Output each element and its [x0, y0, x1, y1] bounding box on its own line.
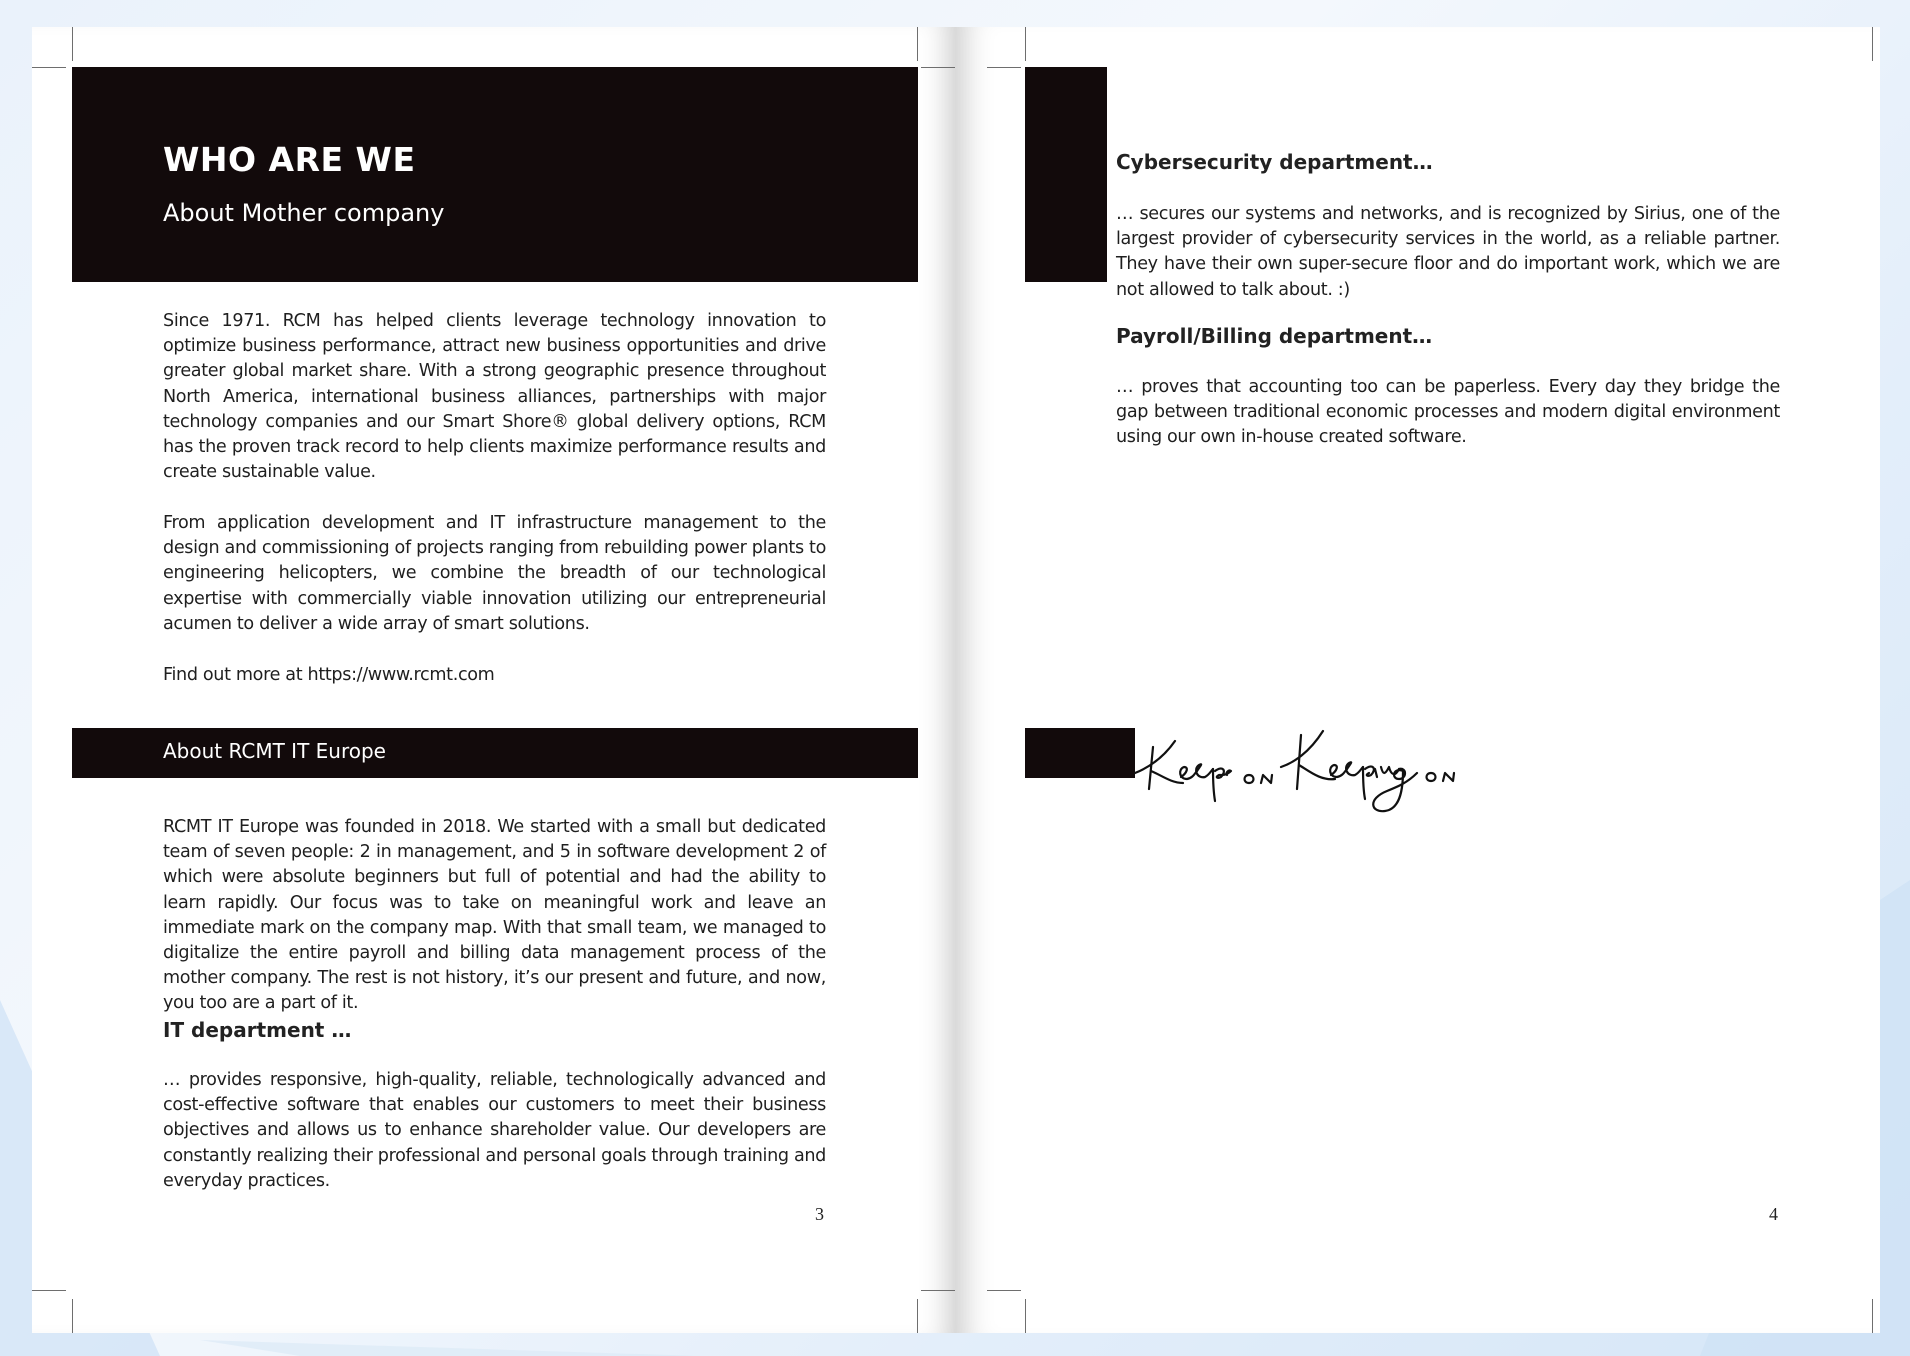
- booklet-spread: [32, 27, 1880, 1333]
- crop-mark: [917, 1299, 918, 1333]
- signature-image: [1131, 717, 1531, 837]
- crop-mark: [987, 1290, 1021, 1291]
- payroll-text: … proves that accounting too can be paperless. Every day they bridge the gap between traditional economic processes and modern digital environment using our own in-house created software.: [1116, 377, 1780, 448]
- header-band-stub: [1025, 67, 1107, 282]
- europe-paragraph: RCMT IT Europe was founded in 2018. We started with a small but dedicated team of seven people: 2 in management, and 5 in software development 2 of which were absolute beginners but full of potential and had the ability to learn rapidly. Our focus was to take on meaningful work and leave an immediate mark on the company map. With that small team, we managed to digitalize the entire payroll and billing data management process of the mother company. The rest is not history, it’s our present and future, and now, you too are a part of it.: [163, 817, 826, 1014]
- page-number: 4: [1769, 1204, 1778, 1224]
- crop-mark: [32, 67, 66, 68]
- crop-mark: [1025, 27, 1026, 61]
- crop-mark: [921, 67, 955, 68]
- section-band-title: About RCMT IT Europe: [163, 739, 386, 763]
- page-subtitle: About Mother company: [163, 199, 445, 227]
- intro-paragraph: Since 1971. RCM has helped clients leverage technology innovation to optimize business performance, attract new business opportunities and drive greater global market share. With a strong geographic presence throughout North America, international business alliances, partnerships with major technology companies and our Smart Shore® global delivery options, RCM has the proven track record to help clients maximize performance results and create sustainable value.: [163, 311, 826, 483]
- crop-mark: [1025, 1299, 1026, 1333]
- cybersecurity-text: … secures our systems and networks, and is recognized by Sirius, one of the largest provider of cybersecurity services in the world, as a reliable partner. They have their own super-secure floor and do important work, which we are not allowed to talk about. :): [1116, 204, 1780, 300]
- crop-mark: [72, 1299, 73, 1333]
- crop-mark: [72, 27, 73, 61]
- intro-paragraph: From application development and IT infrastructure management to the design and commissioning of projects ranging from rebuilding power plants to engineering helicopters, we combine the breadth of our technological expertise with commercially viable innovation utilizing our entrepreneurial acumen to deliver a wide array of smart solutions.: [163, 513, 826, 634]
- page-right: [955, 27, 1880, 1333]
- section-band-stub: [1025, 728, 1135, 778]
- crop-mark: [1872, 1299, 1873, 1333]
- page-left: [32, 27, 955, 1333]
- crop-mark: [32, 1290, 66, 1291]
- it-department-text: … provides responsive, high-quality, reliable, technologically advanced and cost-effective software that enables our customers to meet their business objectives and allows us to enhance shareholder value. Our developers are constantly realizing their professional and personal goals through training and everyday practices.: [163, 1070, 826, 1191]
- payroll-heading: Payroll/Billing department…: [1116, 324, 1433, 348]
- page-title: WHO ARE WE: [163, 140, 416, 179]
- cybersecurity-heading: Cybersecurity department…: [1116, 150, 1433, 174]
- page-number: 3: [815, 1204, 824, 1224]
- crop-mark: [917, 27, 918, 61]
- crop-mark: [987, 67, 1021, 68]
- crop-mark: [1872, 27, 1873, 61]
- find-more-link-text: Find out more at https://www.rcmt.com: [163, 665, 495, 685]
- crop-mark: [921, 1290, 955, 1291]
- it-department-heading: IT department …: [163, 1018, 352, 1042]
